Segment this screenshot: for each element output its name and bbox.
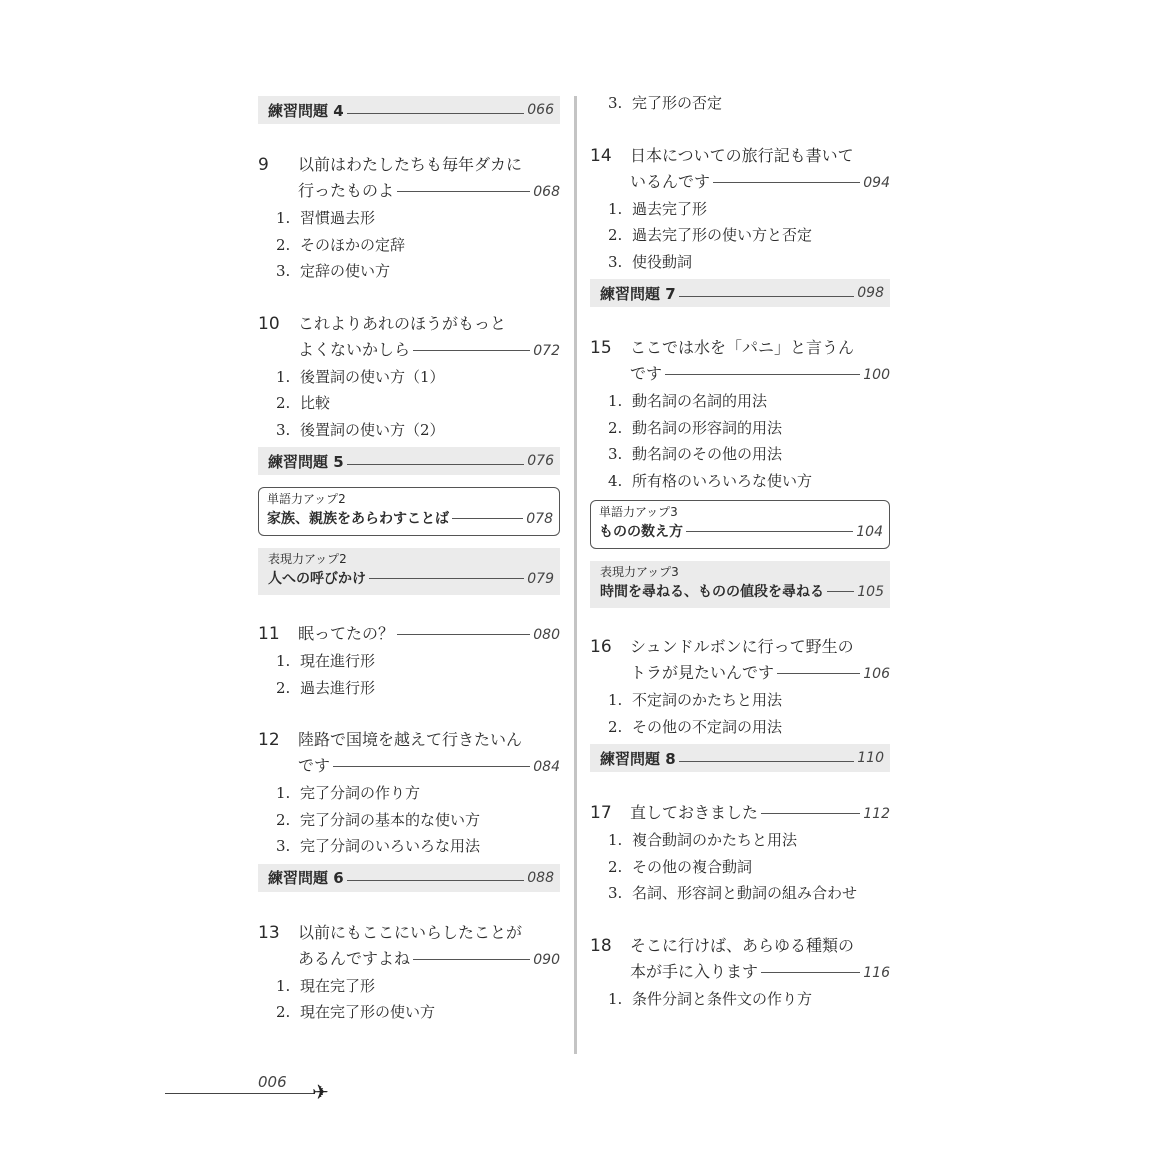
chapter-title-line2: あるんですよね: [298, 948, 411, 968]
toc-subitem[interactable]: [590, 249, 890, 276]
chapter-number: 14: [590, 145, 612, 166]
chapter-title-line2: 行ったものよ: [298, 181, 395, 200]
toc-drill-8[interactable]: [590, 744, 890, 772]
page-number: 066: [527, 102, 554, 118]
subitem-number: 1.: [608, 989, 623, 1008]
subitem-title: その他の不定詞の用法: [632, 717, 783, 736]
leader-line: [397, 191, 530, 192]
subitem-number: 1.: [608, 199, 623, 218]
chapter-number: 9: [258, 155, 269, 175]
chapter-title-line1: 陸路で国境を越えて行きたいん: [298, 730, 523, 749]
section-title: 人への呼びかけ: [268, 571, 366, 587]
toc-left-column: [258, 88, 560, 1026]
page-number: 090: [533, 951, 560, 968]
page-number: 094: [863, 174, 890, 191]
chapter-title-line2: です: [630, 364, 663, 383]
toc-drill-5[interactable]: [258, 447, 560, 475]
subitem-title: 定辞の使い方: [300, 262, 391, 280]
subitem-number: 3.: [276, 420, 291, 439]
subitem-title: 後置詞の使い方（2）: [300, 420, 445, 439]
page-number: 116: [863, 964, 890, 981]
subitem-number: 1.: [276, 209, 291, 227]
leader-line: [686, 531, 853, 532]
drill-label: 練習問題 4: [268, 101, 344, 120]
subitem-number: 1.: [608, 831, 623, 849]
subitem-title: 習慣過去形: [300, 209, 376, 227]
toc-subitem[interactable]: [258, 417, 560, 444]
chapter-title-line1: ここでは水を「パニ」と言うん: [630, 338, 855, 357]
chapter-title-line1: そこに行けば、あらゆる種類の: [630, 935, 855, 955]
leader-line: [665, 374, 860, 375]
toc-subitem[interactable]: [590, 827, 890, 854]
toc-drill-6[interactable]: [258, 864, 560, 892]
leader-line: [761, 972, 860, 973]
subitem-number: 2.: [608, 226, 623, 244]
leader-line: [347, 113, 525, 114]
subitem-title: 現在完了形: [300, 976, 376, 995]
subitem-number: 1.: [276, 652, 291, 670]
toc-subitem[interactable]: [258, 205, 560, 232]
page-number: 104: [856, 524, 883, 540]
chapter-number: 13: [258, 922, 280, 943]
page-number: 080: [533, 627, 560, 643]
toc-subitem[interactable]: [258, 648, 560, 675]
page-number: 076: [527, 453, 554, 469]
subitem-title: 過去完了形の使い方と否定: [632, 226, 813, 244]
chapter-number: 12: [258, 730, 280, 750]
subitem-number: 2.: [276, 678, 291, 697]
section-label: 表現力アップ2: [268, 552, 347, 566]
chapter-title-line2: トラが見たいんです: [630, 663, 775, 682]
chapter-number: 16: [590, 637, 612, 657]
subitem-title: 複合動詞のかたちと用法: [632, 831, 798, 849]
leader-line: [679, 296, 855, 297]
toc-subitem[interactable]: [258, 780, 560, 807]
subitem-title: 過去完了形: [632, 199, 708, 218]
toc-subitem[interactable]: [590, 222, 890, 249]
subitem-number: 3.: [608, 884, 623, 902]
toc-chapter-12[interactable]: [258, 727, 560, 780]
subitem-title: 比較: [300, 394, 331, 412]
toc-chapter-14[interactable]: [590, 143, 890, 196]
leader-line: [713, 182, 860, 183]
chapter-title-line1: 直しておきました: [630, 803, 759, 822]
subitem-title: 完了形の否定: [632, 94, 723, 112]
subitem-title: 過去進行形: [300, 678, 376, 697]
chapter-number: 18: [590, 935, 612, 956]
toc-drill-7[interactable]: [590, 279, 890, 307]
chapter-title-line2: です: [298, 756, 331, 775]
subitem-title: 使役動詞: [632, 252, 693, 271]
toc-subitem[interactable]: [258, 973, 560, 1000]
subitem-title: 完了分詞の作り方: [300, 784, 421, 802]
section-label: 単語力アップ2: [267, 492, 346, 506]
leader-line: [679, 761, 855, 762]
section-title: 時間を尋ねる、ものの値段を尋ねる: [600, 584, 824, 600]
toc-subitem[interactable]: [258, 999, 560, 1026]
toc-chapter-11[interactable]: [258, 621, 560, 648]
page-number: 098: [857, 285, 884, 301]
subitem-title: 完了分詞のいろいろな用法: [300, 837, 481, 855]
leader-line: [777, 673, 860, 674]
subitem-number: 3.: [608, 94, 623, 112]
subitem-number: 1.: [276, 784, 291, 802]
subitem-number: 3.: [276, 837, 291, 855]
leader-line: [333, 766, 530, 767]
toc-subitem[interactable]: [258, 258, 560, 285]
chapter-title-line1: 眠ってたの？: [298, 624, 395, 643]
chapter-title-line1: 以前にもここにいらしたことが: [298, 922, 523, 942]
subitem-title: 動名詞のその他の用法: [632, 445, 783, 463]
subitem-title: 現在完了形の使い方: [300, 1003, 436, 1021]
page-number: 078: [526, 511, 553, 527]
leader-line: [761, 813, 860, 814]
drill-label: 練習問題 5: [268, 452, 344, 471]
section-label: 表現力アップ3: [600, 565, 679, 579]
toc-subitem[interactable]: [590, 388, 890, 415]
toc-vocab-up-2[interactable]: [258, 487, 560, 536]
subitem-number: 2.: [276, 1003, 291, 1021]
toc-right-column: [590, 88, 890, 1012]
leader-line: [347, 880, 525, 881]
drill-label: 練習問題 8: [600, 749, 676, 768]
toc-subitem[interactable]: [590, 90, 890, 117]
airplane-icon: ✈: [312, 1080, 329, 1104]
toc-subitem[interactable]: [590, 196, 890, 223]
subitem-title: 不定詞のかたちと用法: [632, 691, 783, 709]
subitem-number: 2.: [276, 235, 291, 254]
chapter-title-line1: これよりあれのほうがもっと: [298, 313, 507, 333]
subitem-title: 条件分詞と条件文の作り方: [632, 989, 813, 1008]
leader-line: [413, 959, 530, 960]
toc-subitem[interactable]: [590, 880, 890, 907]
toc-subitem[interactable]: [590, 441, 890, 468]
subitem-title: 動名詞の名詞的用法: [632, 392, 768, 410]
toc-subitem[interactable]: [590, 415, 890, 442]
leader-line: [827, 591, 854, 592]
toc-subitem[interactable]: [590, 986, 890, 1013]
page-number: 112: [863, 806, 890, 822]
toc-chapter-13[interactable]: [258, 920, 560, 973]
chapter-title-line2: いるんです: [630, 171, 711, 191]
chapter-title-line2: よくないかしら: [298, 339, 411, 359]
toc-subitem[interactable]: [590, 468, 890, 495]
page-number-footer: 006: [258, 1073, 287, 1091]
toc-subitem[interactable]: [590, 854, 890, 881]
toc-chapter-10[interactable]: [258, 311, 560, 364]
subitem-number: 3.: [276, 262, 291, 280]
leader-line: [413, 350, 530, 351]
page-number: 100: [863, 367, 890, 383]
subitem-number: 3.: [608, 445, 623, 463]
chapter-number: 15: [590, 338, 612, 358]
chapter-number: 11: [258, 624, 280, 644]
subitem-number: 1.: [608, 392, 623, 410]
drill-label: 練習問題 6: [268, 869, 344, 887]
toc-subitem[interactable]: [258, 390, 560, 417]
toc-drill-4[interactable]: [258, 96, 560, 124]
chapter-title-line1: 以前はわたしたちも毎年ダカに: [298, 155, 523, 174]
subitem-number: 4.: [608, 471, 623, 490]
toc-chapter-17[interactable]: [590, 800, 890, 827]
page-number: 072: [533, 342, 560, 359]
chapter-title-line1: シュンドルボンに行って野生の: [630, 637, 854, 656]
chapter-number: 10: [258, 313, 280, 334]
toc-chapter-18[interactable]: [590, 933, 890, 986]
subitem-number: 2.: [276, 394, 291, 412]
toc-subitem[interactable]: [590, 687, 890, 714]
subitem-title: その他の複合動詞: [632, 857, 753, 876]
toc-vocab-up-3[interactable]: [590, 500, 890, 549]
leader-line: [452, 518, 523, 519]
page-number: 079: [527, 571, 554, 587]
toc-chapter-9[interactable]: [258, 152, 560, 205]
toc-subitem[interactable]: [258, 364, 560, 391]
toc-subitem[interactable]: [258, 807, 560, 834]
toc-chapter-16[interactable]: [590, 634, 890, 687]
toc-subitem[interactable]: [258, 675, 560, 702]
subitem-title: そのほかの定辞: [300, 235, 406, 254]
chapter-title-line1: 日本についての旅行記も書いて: [630, 145, 854, 165]
subitem-number: 1.: [276, 976, 291, 995]
toc-expression-up-3[interactable]: [590, 561, 890, 608]
section-title: ものの数え方: [599, 524, 683, 540]
chapter-title-line2: 本が手に入ります: [630, 961, 759, 981]
subitem-number: 2.: [608, 717, 623, 736]
subitem-number: 2.: [608, 418, 623, 437]
subitem-title: 現在進行形: [300, 652, 376, 670]
toc-subitem[interactable]: [590, 714, 890, 741]
toc-expression-up-2[interactable]: [258, 548, 560, 595]
leader-line: [369, 578, 524, 579]
page-number: 110: [857, 750, 884, 766]
section-title: 家族、親族をあらわすことば: [267, 511, 449, 527]
toc-chapter-15[interactable]: [590, 335, 890, 388]
subitem-number: 1.: [276, 367, 291, 386]
footer-rule: [165, 1093, 315, 1094]
subitem-title: 後置詞の使い方（1）: [300, 367, 445, 386]
chapter-number: 17: [590, 803, 612, 823]
subitem-number: 2.: [276, 810, 291, 829]
subitem-number: 2.: [608, 857, 623, 876]
leader-line: [397, 634, 530, 635]
subitem-number: 3.: [608, 252, 623, 271]
section-label: 単語力アップ3: [599, 505, 678, 519]
leader-line: [347, 464, 525, 465]
subitem-title: 完了分詞の基本的な使い方: [300, 810, 481, 829]
drill-label: 練習問題 7: [600, 284, 676, 303]
subitem-title: 所有格のいろいろな使い方: [632, 471, 813, 490]
column-divider: [574, 96, 577, 1054]
page-number: 106: [863, 666, 890, 682]
subitem-number: 1.: [608, 691, 623, 709]
subitem-title: 名詞、形容詞と動詞の組み合わせ: [632, 884, 858, 902]
page-number: 068: [533, 184, 560, 200]
toc-subitem[interactable]: [258, 833, 560, 860]
page-number: 084: [533, 759, 560, 775]
toc-subitem[interactable]: [258, 232, 560, 259]
page-number: 088: [527, 869, 554, 886]
subitem-title: 動名詞の形容詞的用法: [632, 418, 783, 437]
page-number: 105: [857, 584, 884, 600]
